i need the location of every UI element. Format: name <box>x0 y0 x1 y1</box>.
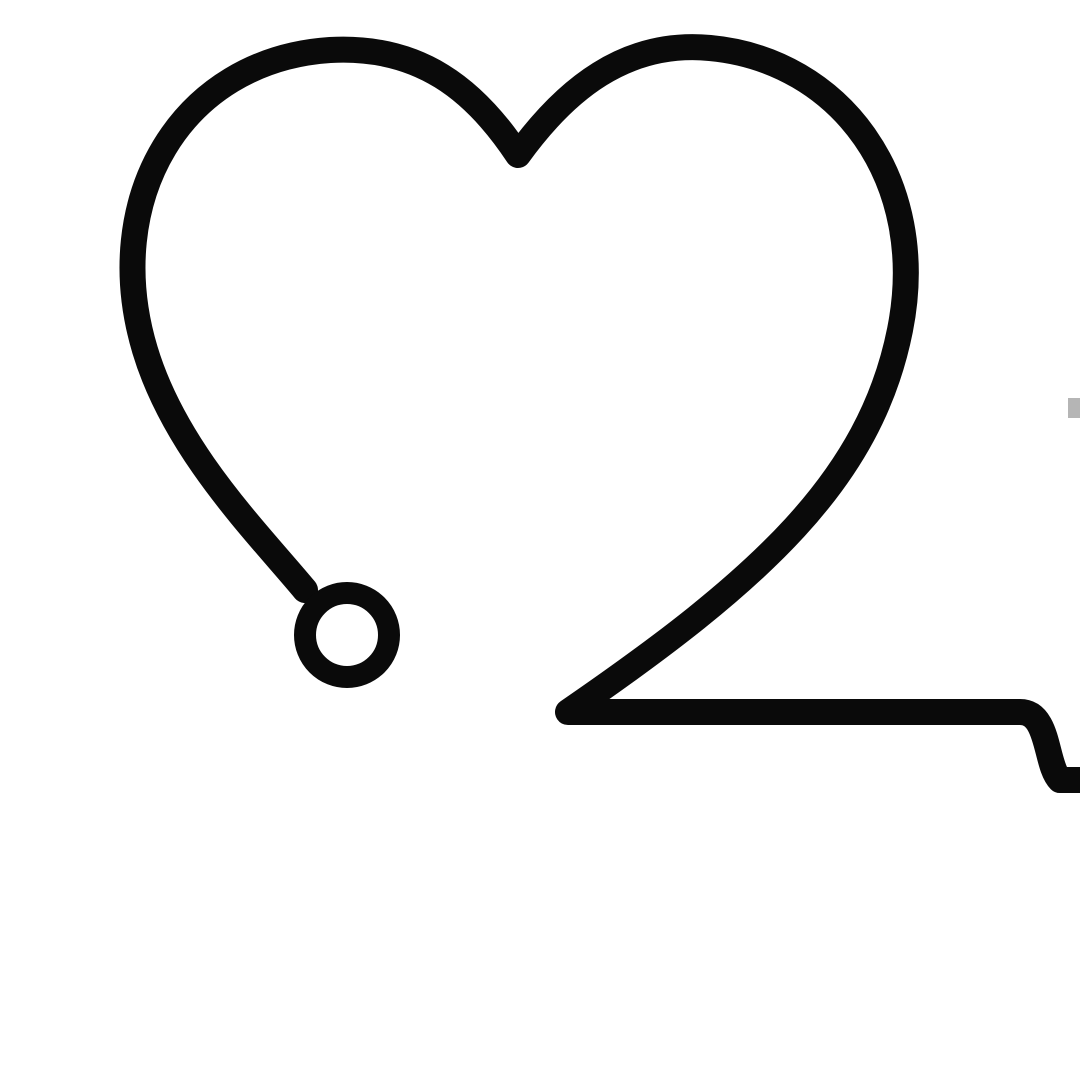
edge-mark <box>1068 398 1080 418</box>
heart-line-path <box>133 47 1080 780</box>
stethoscope-ring <box>305 593 389 677</box>
